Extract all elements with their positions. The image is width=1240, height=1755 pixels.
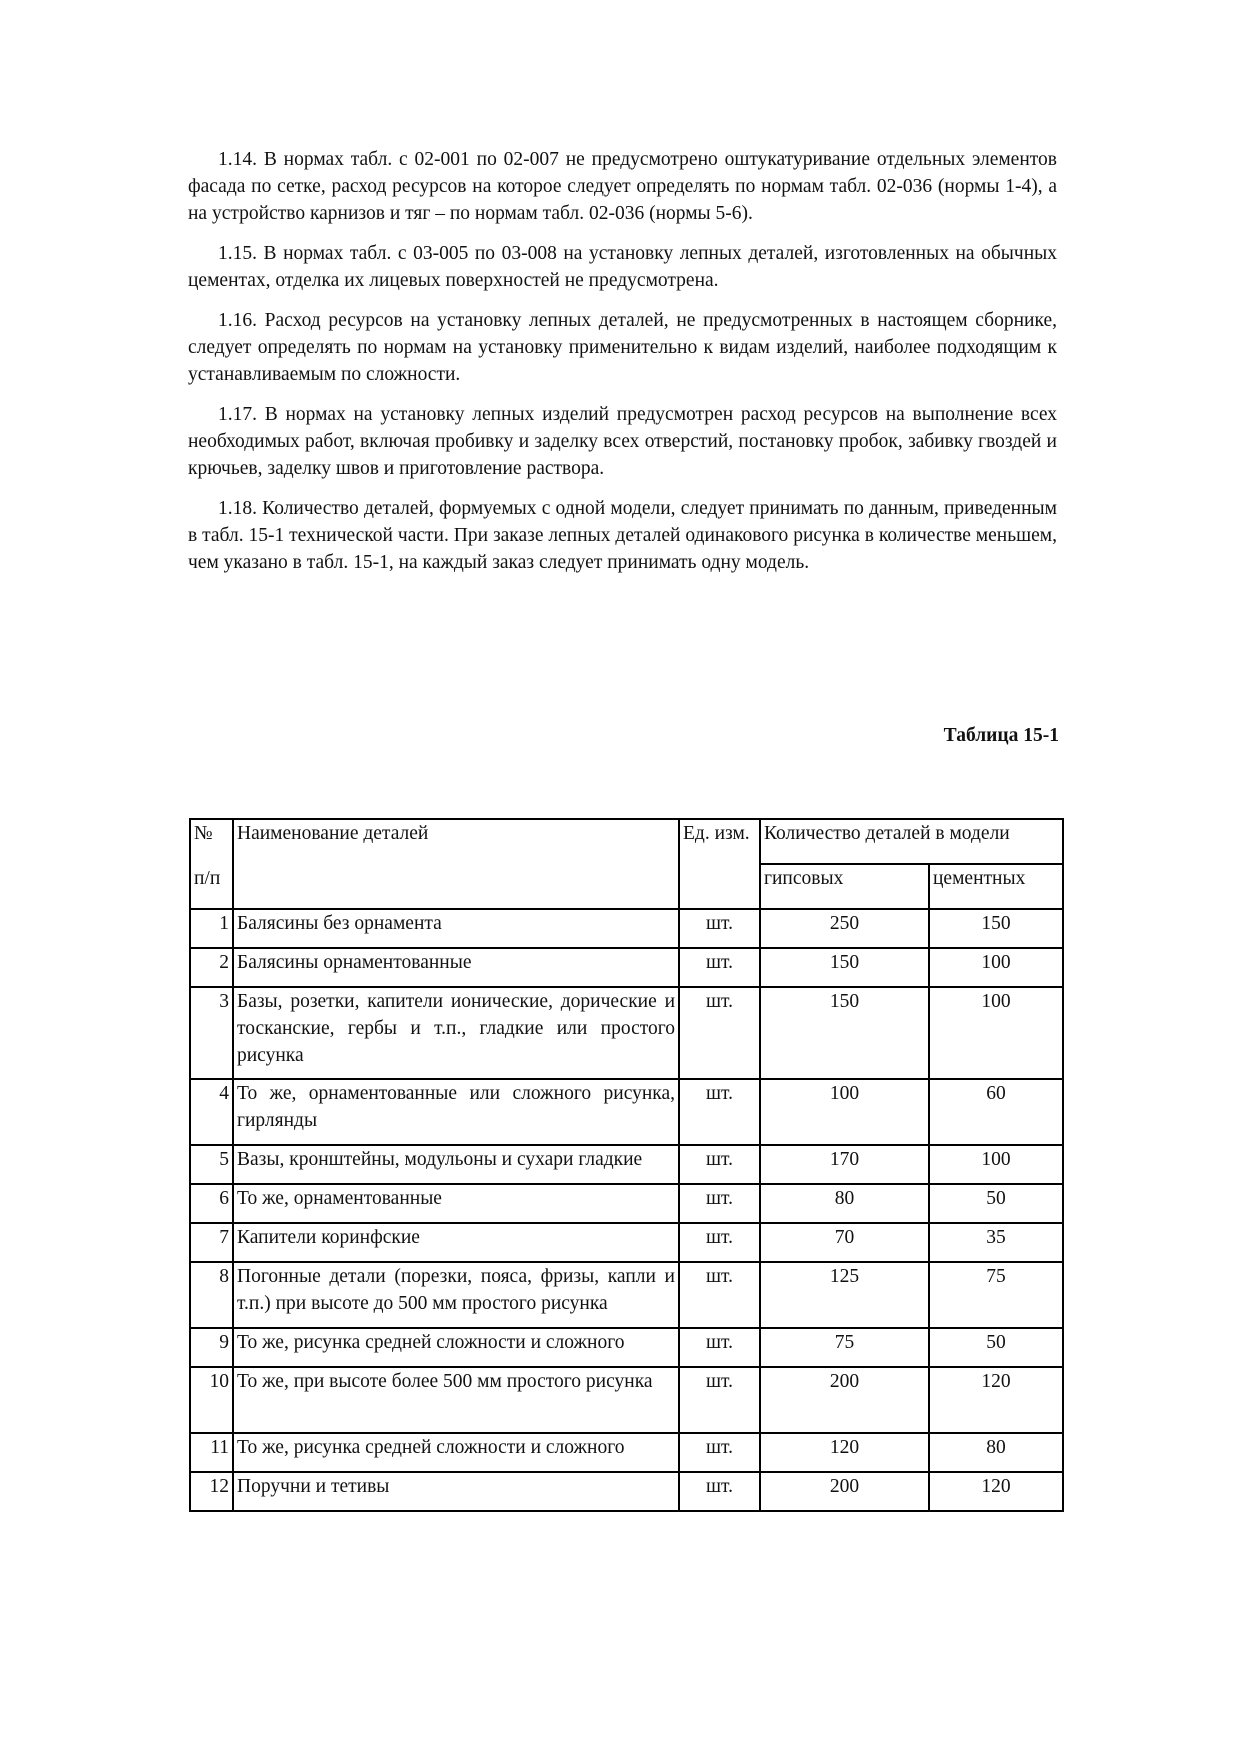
cell-number: 11 [190,1433,233,1472]
cell-unit: шт. [679,1145,760,1184]
cell-number: 7 [190,1223,233,1262]
cell-number: 10 [190,1367,233,1433]
table-header-row [190,819,1063,864]
cell-gypsum: 120 [760,1433,929,1472]
details-per-model-table [189,818,1064,1512]
table-row [190,1262,1063,1328]
cell-number: 5 [190,1145,233,1184]
paragraph-1-16: 1.16. Расход ресурсов на установку лепных деталей, не предусмотренных в настоящем сборнике, следует определять по нормам на установку применительно к видам изделий, наиболее подходящим к устанавливаемым по сложности. [188,310,1057,385]
table-row [190,909,1063,948]
cell-unit: шт. [679,948,760,987]
cell-gypsum: 80 [760,1184,929,1223]
table-row [190,1433,1063,1472]
header-number-sign: № [194,823,213,844]
table-row [190,1079,1063,1145]
paragraph-1-18: 1.18. Количество деталей, формуемых с одной модели, следует принимать по данным, приведенным в табл. 15-1 технической части. При заказе лепных деталей одинакового рисунка в количестве меньшем, чем указано в табл. 15-1, на каждый заказ следует принимать одну модель. [188,498,1057,573]
cell-cement: 35 [929,1223,1063,1262]
cell-gypsum: 75 [760,1328,929,1367]
cell-gypsum: 200 [760,1472,929,1511]
cell-name: То же, при высоте более 500 мм простого рисунка [233,1367,679,1433]
header-number [190,819,233,909]
cell-cement: 120 [929,1472,1063,1511]
cell-name: То же, рисунка средней сложности и сложного [233,1328,679,1367]
cell-gypsum: 125 [760,1262,929,1328]
cell-cement: 75 [929,1262,1063,1328]
cell-number: 2 [190,948,233,987]
paragraph-1-17: 1.17. В нормах на установку лепных изделий предусмотрен расход ресурсов на выполнение всех необходимых работ, включая пробивку и заделку всех отверстий, постановку пробок, забивку гвоздей и крючьев, заделку швов и приготовление раствора. [188,404,1057,479]
table-title: Таблица 15-1 [943,725,1059,746]
cell-number: 1 [190,909,233,948]
cell-number: 9 [190,1328,233,1367]
cell-unit: шт. [679,1184,760,1223]
header-unit: Ед. изм. [679,819,760,909]
cell-gypsum: 200 [760,1367,929,1433]
cell-unit: шт. [679,1433,760,1472]
cell-gypsum: 100 [760,1079,929,1145]
header-number-sub: п/п [194,868,221,889]
table-row [190,948,1063,987]
header-gypsum: гипсовых [760,864,929,909]
cell-gypsum: 170 [760,1145,929,1184]
cell-cement: 150 [929,909,1063,948]
cell-number: 8 [190,1262,233,1328]
cell-cement: 100 [929,1145,1063,1184]
cell-number: 4 [190,1079,233,1145]
table-row [190,1328,1063,1367]
header-name: Наименование деталей [233,819,679,909]
header-quantity: Количество деталей в модели [760,819,1063,864]
cell-unit: шт. [679,1079,760,1145]
cell-unit: шт. [679,987,760,1079]
cell-cement: 50 [929,1328,1063,1367]
cell-name: То же, рисунка средней сложности и сложного [233,1433,679,1472]
table-row [190,1367,1063,1433]
table-row [190,987,1063,1079]
cell-name: Погонные детали (порезки, пояса, фризы, капли и т.п.) при высоте до 500 мм простого рисунка [233,1262,679,1328]
cell-cement: 60 [929,1079,1063,1145]
cell-cement: 80 [929,1433,1063,1472]
cell-gypsum: 250 [760,909,929,948]
technical-notes [188,146,1057,589]
cell-unit: шт. [679,1262,760,1328]
table-row [190,1145,1063,1184]
cell-unit: шт. [679,1223,760,1262]
cell-unit: шт. [679,1472,760,1511]
paragraph-1-14: 1.14. В нормах табл. с 02-001 по 02-007 не предусмотрено оштукатуривание отдельных элементов фасада по сетке, расход ресурсов на которое следует определять по нормам табл. 02-036 (нормы 1-4), а на устройство карнизов и тяг – по нормам табл. 02-036 (нормы 5-6). [188,149,1057,224]
cell-gypsum: 150 [760,987,929,1079]
cell-unit: шт. [679,1367,760,1433]
cell-name: Капители коринфские [233,1223,679,1262]
cell-number: 3 [190,987,233,1079]
cell-unit: шт. [679,909,760,948]
cell-name: Вазы, кронштейны, модульоны и сухари гладкие [233,1145,679,1184]
cell-name: То же, орнаментованные [233,1184,679,1223]
cell-cement: 100 [929,948,1063,987]
cell-name: Балясины без орнамента [233,909,679,948]
table-row [190,1223,1063,1262]
cell-name: То же, орнаментованные или сложного рисунка, гирлянды [233,1079,679,1145]
cell-cement: 120 [929,1367,1063,1433]
cell-name: Поручни и тетивы [233,1472,679,1511]
cell-name: Балясины орнаментованные [233,948,679,987]
cell-number: 12 [190,1472,233,1511]
cell-number: 6 [190,1184,233,1223]
header-cement: цементных [929,864,1063,909]
cell-unit: шт. [679,1328,760,1367]
cell-name: Базы, розетки, капители ионические, дорические и тосканские, гербы и т.п., гладкие или простого рисунка [233,987,679,1079]
table-row [190,1184,1063,1223]
cell-cement: 50 [929,1184,1063,1223]
cell-cement: 100 [929,987,1063,1079]
cell-gypsum: 150 [760,948,929,987]
paragraph-1-15: 1.15. В нормах табл. с 03-005 по 03-008 на установку лепных деталей, изготовленных на обычных цементах, отделка их лицевых поверхностей не предусмотрена. [188,243,1057,291]
cell-gypsum: 70 [760,1223,929,1262]
table-row [190,1472,1063,1511]
